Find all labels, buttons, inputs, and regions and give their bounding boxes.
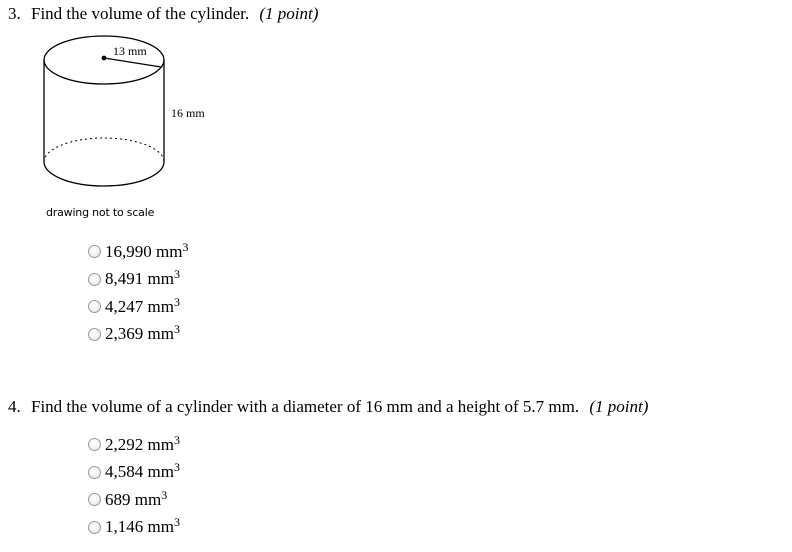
question-4-text: Find the volume of a cylinder with a diameter of 16 mm and a height of 5.7 mm. — [31, 397, 580, 416]
radius-line — [104, 58, 161, 67]
question-4-choice-b[interactable] — [88, 459, 180, 487]
question-4-points: (1 point) — [589, 397, 649, 416]
choice-label: 4,584 $mm^3$ — [105, 460, 180, 482]
choice-label: 2,369 $mm^3$ — [105, 322, 180, 344]
choice-label: 2,292 $mm^3$ — [105, 432, 180, 454]
cylinder-figure — [40, 26, 240, 226]
question-3-text: Find the volume of the cylinder. — [31, 4, 250, 23]
radio-button[interactable] — [88, 521, 101, 534]
question-4-choices — [88, 431, 180, 541]
question-4-number: 4. — [8, 397, 21, 416]
cylinder-bottom-front — [44, 162, 164, 186]
scale-note: drawing not to scale — [46, 206, 155, 219]
choice-label: 4,247 $mm^3$ — [105, 294, 180, 316]
question-4-choice-d[interactable] — [88, 514, 180, 542]
radio-button[interactable] — [88, 300, 101, 313]
radio-button[interactable] — [88, 273, 101, 286]
choice-label: 1,146 $mm^3$ — [105, 515, 180, 537]
question-4-choice-a[interactable] — [88, 431, 180, 459]
radio-button[interactable] — [88, 466, 101, 479]
height-label: 16 mm — [171, 106, 205, 120]
radio-button[interactable] — [88, 328, 101, 341]
choice-label: 8,491 $mm^3$ — [105, 267, 180, 289]
choice-label: 16,990 $mm^3$ — [105, 239, 189, 261]
radius-label: 13 mm — [113, 44, 147, 58]
question-4-choice-c[interactable] — [88, 486, 180, 514]
radio-button[interactable] — [88, 438, 101, 451]
question-3-choices — [88, 238, 188, 348]
radio-button[interactable] — [88, 245, 101, 258]
choice-label: 689 $mm^3$ — [105, 487, 168, 509]
question-3-choice-d[interactable] — [88, 321, 188, 349]
question-3-choice-c[interactable] — [88, 293, 188, 321]
question-3-number: 3. — [8, 4, 21, 23]
question-3-choice-a[interactable] — [88, 238, 188, 266]
question-3-choice-b[interactable] — [88, 266, 188, 294]
cylinder-bottom-back-dashed — [44, 138, 164, 162]
question-3-title — [8, 3, 318, 25]
radio-button[interactable] — [88, 493, 101, 506]
question-4-title — [8, 396, 648, 418]
question-3-points: (1 point) — [259, 4, 319, 23]
